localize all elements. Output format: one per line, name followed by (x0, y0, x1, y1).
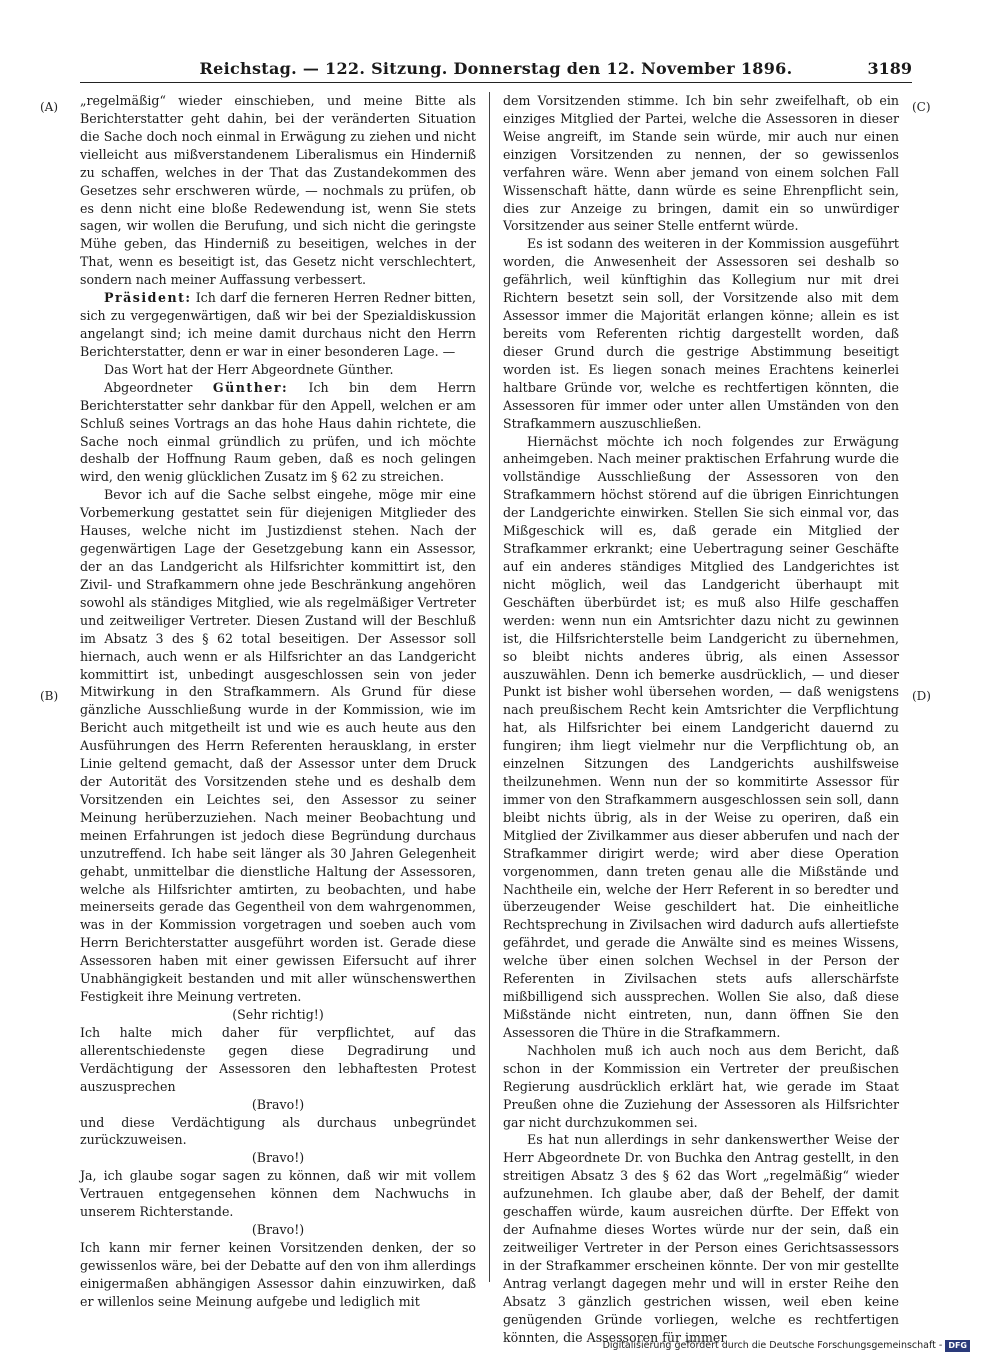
paragraph: „regelmäßig“ wieder einschieben, und meine Bitte als Berichterstatter geht dahin, bei der veränderten Situation die Sache doch noch einmal in Erwägung zu ziehen und nicht vielleicht aus mißverstandenem Liberalismus ein Hinderniß zu schaffen, welches in der That das Zustandekommen des Gesetzes sehr erschweren würde, — nochmals zu prüfen, ob es denn nicht eine bloße Redewendung ist, wenn Sie stets sagen, wir wollen die Berufung, und sich nicht die geringste Mühe geben, das Hinderniß zu beseitigen, welches in der That, wenn es beseitigt ist, das Gesetz nicht verschlechtert, sondern nach meiner Auffassung verbessert. (80, 93, 476, 288)
page-number: 3189 (867, 59, 912, 78)
speaker-name: Günther: (212, 379, 289, 395)
paragraph (80, 289, 476, 361)
paragraph: Hiernächst möchte ich noch folgendes zur Erwägung anheimgeben. Nach meiner praktischen Erfahrung wurde die vollständige Ausschließung der Assessoren von den Strafkammern höchst störend auf die übrigen Einrichtungen der Landgerichte einwirken. Stellen Sie sich einmal vor, das Mißgeschick will es, daß gerade ein Mitglied der Strafkammer erkrankt; eine Uebertragung seiner Geschäfte auf ein anderes ständiges Mitglied des Landgerichtes ist nicht möglich, weil das Landgericht überhaupt mit Geschäften überbürdet ist; es muß also Hilfe geschaffen werden: wenn nun ein Amtsrichter dazu nicht zu gewinnen ist, die Hilfsrichterstelle beim Landgericht zu übernehmen, so bleibt nichts anderes übrig, als einen Assessor auszuwählen. Denn ich bemerke ausdrücklich, — und dieser Punkt ist bisher wohl übersehen worden, — daß wenigstens nach preußischem Recht kein Amtsrichter die Verpflichtung hat, als Hilfsrichter bei einem Landgericht dauernd zu fungiren; ihm liegt vielmehr nur die Verpflichtung ob, an einzelnen Sitzungen des Landgerichts aushilfsweise theilzunehmen. Wenn nun der so kommitirte Assessor für immer von den Strafkammern ausgeschlossen sein soll, dann bleibt nichts übrig, als in der Weise zu operiren, daß ein Mitglied der Zivilkammer aus dieser abberufen und nach der Strafkammer dirigirt werde; wird aber diese Operation vorgenommen, dann treten genau alle die Mißstände und Nachtheile ein, welche der Herr Referent in so beredter und überzeugender Weise geschildert hat. Die einheitliche Rechtsprechung in Zivilsachen wird dadurch aufs allertiefste gefährdet, und gerade die Anwälte sind es meines Wissens, welche über einen solchen Wechsel in der Person der Referenten in Zivilsachen stets aufs allerschärfste mißbilligend sich aussprechen. Wollen Sie also, daß diese Mißstände nicht eintreten, nun, dann öffnen Sie den Assessoren die Thüre in die Strafkammern. (503, 433, 899, 1040)
dfg-logo: DFG (945, 1340, 970, 1352)
margin-marker-d: (D) (912, 689, 931, 703)
interjection: (Bravo!) (251, 1222, 305, 1238)
paragraph: Es hat nun allerdings in sehr dankenswerther Weise der Herr Abgeordnete Dr. von Buchka den Antrag gestellt, in den streitigen Absatz 3 des § 62 das Wort „regelmäßig“ wieder aufzunehmen. Ich glaube aber, daß der Behelf, der damit geschaffen würde, kaum ausreichen dürfte. Der Effekt von der Aufnahme dieses Wortes würde nur der sein, daß ein zeitweiliger Vertreter in der Person eines Gerichtsassessors in der Strafkammer erscheinen könnte. Der von mir gestellte Antrag verlangt dagegen mehr und will in erster Reihe den Absatz 3 gänzlich gestrichen wissen, weil eben keine genügenden Gründe vorliegen, welche es rechtfertigen könnten, die Assessoren für immer (503, 1132, 899, 1345)
paragraph (80, 379, 476, 487)
speech-text: Ich bin dem Herrn Berichterstatter sehr dankbar für den Appell, welchen er am Schluß seines Vortrags an das hohe Haus dahin richtete, die Sache noch einmal gründlich zu prüfen, und ich möchte deshalb der Hoffnung Raum geben, daß es noch gelingen wird, den wenig glücklichen Zusatz im § 62 zu streichen. (80, 379, 477, 485)
page-header-title: Reichstag. — 122. Sitzung. Donnerstag den 12. November 1896. (199, 59, 793, 78)
paragraph: dem Vorsitzenden stimme. Ich bin sehr zweifelhaft, ob ein einziges Mitglied der Partei, welche die Assessoren in dieser Weise angreift, im Stande sein würde, mir auch nur einen einzigen Vorsitzenden zu nennen, der so gewissenlos verfahren wäre. Wenn aber jemand von einem solchen Fall Wissenschaft hätte, dann würde es seine Ehrenpflicht sein, dies zur Anzeige zu bringen, damit ein so unwürdiger Vorsitzender aus seiner Stelle entfernt würde. (503, 93, 899, 234)
paragraph: Ich kann mir ferner keinen Vorsitzenden denken, der so gewissenlos wäre, bei der Debatte auf den von ihm allerdings einigermaßen abhängigen Assessor dahin einzuwirken, daß er willenlos seine Meinung aufgebe und lediglich mit (80, 1240, 476, 1309)
margin-marker-c: (C) (912, 100, 931, 114)
paragraph: Das Wort hat der Herr Abgeordnete Günther. (104, 361, 394, 377)
speaker-prefix: Abgeordneter (104, 379, 213, 395)
interjection: (Sehr richtig!) (232, 1007, 324, 1023)
running-header (80, 56, 912, 83)
right-text-column (503, 92, 899, 1345)
speech-text: Ich darf die ferneren Herren Redner bitten, sich zu vergegenwärtigen, daß wir bei der Spezialdiskussion angelangt sind; ich meine damit durchaus nicht den Herrn Berichterstatter, denn er war in einer besonderen Lage. — (80, 290, 476, 359)
left-text-column (80, 92, 477, 1309)
column-divider (489, 92, 490, 1282)
interjection: (Bravo!) (251, 1150, 305, 1166)
speaker-name: Präsident: (104, 290, 192, 306)
paragraph: und diese Verdächtigung als durchaus unbegründet zurückzuweisen. (80, 1114, 476, 1148)
margin-marker-a: (A) (40, 100, 59, 114)
paragraph: Ich halte mich daher für verpflichtet, auf das allerentschiedenste gegen diese Degradirung und Verdächtigung der Assessoren den lebhaftesten Protest auszusprechen (80, 1024, 476, 1094)
paragraph: Ja, ich glaube sogar sagen zu können, daß wir mit vollem Vertrauen entgegensehen können dem Nachwuchs in unserem Richterstande. (80, 1168, 476, 1220)
digitization-credit (603, 1339, 970, 1353)
margin-marker-b: (B) (40, 689, 59, 703)
paragraph: Es ist sodann des weiteren in der Kommission ausgeführt worden, die Anwesenheit der Assessoren sei deshalb so gefährlich, weil künftighin das Kollegium nur mit drei Richtern besetzt sein soll, der Vorsitzende also mit dem Assessor immer die Majorität erlangen könne; allein es ist bereits vom Referenten richtig dargestellt worden, daß dieser Grund durch die gestrige Abstimmung beseitigt worden ist. Es liegen sonach meines Erachtens keinerlei haltbare Gründe vor, welche es rechtfertigen könnten, die Assessoren für immer oder unter allen Umständen von den Strafkammern auszuschließen. (503, 236, 899, 431)
footer-text: Digitalisierung gefördert durch die Deutsche Forschungsgemeinschaft - (602, 1340, 943, 1351)
paragraph: Bevor ich auf die Sache selbst eingehe, möge mir eine Vorbemerkung gestattet sein für diejenigen Mitglieder des Hauses, welche nicht im Justizdienst stehen. Nach der gegenwärtigen Lage der Gesetzgebung kann ein Assessor, der an das Landgericht als Hilfsrichter kommittirt ist, den Zivil- und Strafkammern ohne jede Beschränkung angehören sowohl als ständiges Mitglied, wie als regelmäßiger Vertreter und zeitweiliger Vertreter. Diesen Zustand will der Beschluß im Absatz 3 des § 62 total beseitigen. Der Assessor soll hiernach, auch wenn er als Hilfsrichter an das Landgericht kommittirt ist, unbedingt ausgeschlossen sein von jeder Mitwirkung in den Strafkammern. Als Grund für diese gänzliche Ausschließung wurde in der Kommission, wie im Bericht auch mitgetheilt ist und wie es auch heute aus den Ausführungen des Herrn Referenten herausklang, in erster Linie geltend gemacht, daß der Assessor unter dem Druck der Autorität des Vorsitzenden stehe und es deshalb dem Vorsitzenden ein Leichtes sei, den Assessor zu seiner Meinung herüberzuziehen. Nach meiner Beobachtung und meinen Erfahrungen ist jedoch diese Begründung durchaus unzutreffend. Ich habe seit länger als 30 Jahren Gelegenheit gehabt, unmittelbar die dienstliche Haltung der Assessoren, welche als Hilfsrichter amtirten, zu beobachten, und habe meinerseits gerade das Gegentheil von dem wahrgenommen, was in der Kommission vorgetragen und soeben auch vom Herrn Berichterstatter ausgeführt worden ist. Gerade diese Assessoren haben mit einer gewissen Eifersucht auf ihrer Unabhängigkeit bestanden und mit aller wünschenswerthen Festigkeit ihre Meinung vertreten. (80, 487, 476, 1005)
interjection: (Bravo!) (251, 1096, 305, 1112)
paragraph: Nachholen muß ich auch noch aus dem Bericht, daß schon in der Kommission ein Vertreter der preußischen Regierung ausdrücklich erklärt hat, wie gerade im Staat Preußen ohne die Zuziehung der Assessoren als Hilfsrichter gar nicht durchzukommen sei. (503, 1042, 899, 1130)
